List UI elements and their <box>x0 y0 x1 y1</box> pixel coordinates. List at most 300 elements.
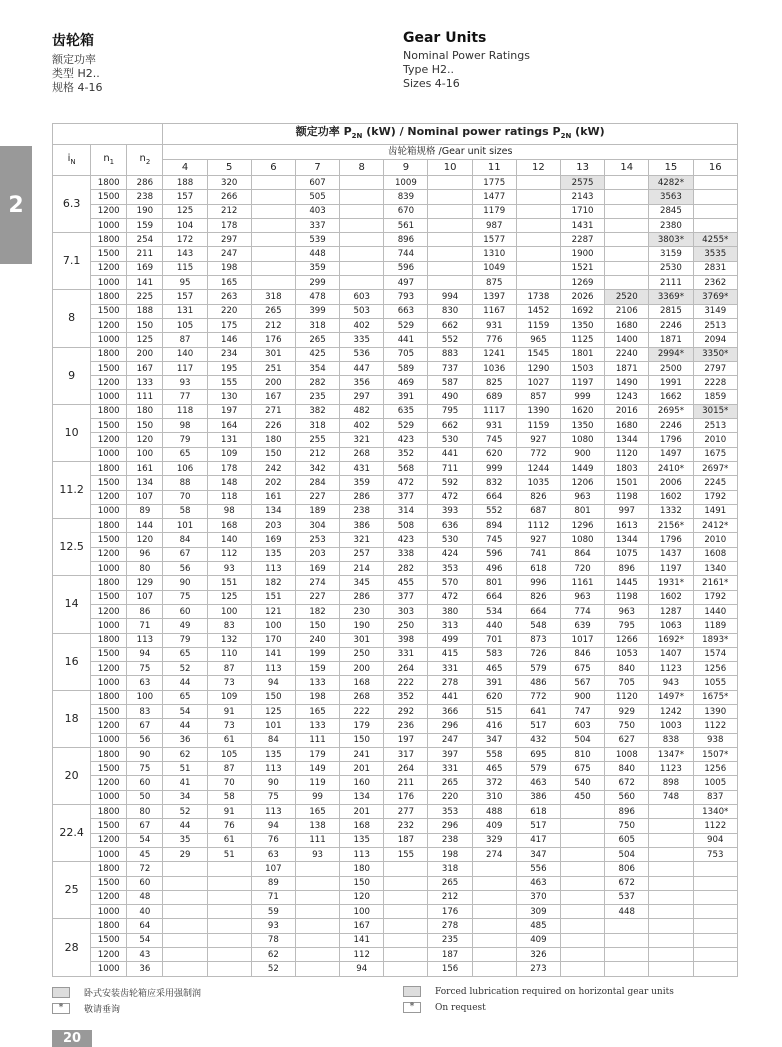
value-cell: 247 <box>207 247 251 261</box>
n1-cell: 1800 <box>91 747 127 761</box>
value-cell: 672 <box>605 876 649 890</box>
n2-cell: 211 <box>127 247 163 261</box>
value-cell <box>605 276 649 290</box>
table-row <box>53 361 738 375</box>
value-cell <box>207 862 251 876</box>
value-cell: 603 <box>561 719 605 733</box>
value-cell: 463 <box>516 876 560 890</box>
value-cell: 605 <box>605 833 649 847</box>
value-cell: 701 <box>472 633 516 647</box>
value-cell <box>163 905 207 919</box>
value-cell: 482 <box>340 404 384 418</box>
ratio-cell: 8 <box>53 290 91 347</box>
value-cell: 3350* <box>693 347 737 361</box>
n1-cell: 1200 <box>91 261 127 275</box>
value-cell: 534 <box>472 604 516 618</box>
value-cell: 359 <box>340 476 384 490</box>
value-cell: 41 <box>163 776 207 790</box>
value-cell: 801 <box>561 504 605 518</box>
value-cell: 222 <box>340 704 384 718</box>
col-header-n2: $n_2$ <box>127 145 163 176</box>
value-cell: 1198 <box>605 490 649 504</box>
n2-cell: 144 <box>127 519 163 533</box>
table-row <box>53 333 738 347</box>
value-cell: 603 <box>340 290 384 304</box>
value-cell: 58 <box>163 504 207 518</box>
value-cell: 179 <box>295 747 339 761</box>
value-cell: 377 <box>384 590 428 604</box>
value-cell: 182 <box>295 604 339 618</box>
value-cell: 587 <box>428 376 472 390</box>
value-cell: 326 <box>516 948 560 962</box>
value-cell: 201 <box>340 805 384 819</box>
value-cell <box>163 933 207 947</box>
value-cell <box>384 962 428 976</box>
value-cell: 1613 <box>605 519 649 533</box>
n2-cell: 150 <box>127 318 163 332</box>
value-cell: 176 <box>384 790 428 804</box>
value-cell: 711 <box>428 461 472 475</box>
table-row <box>53 404 738 418</box>
header-title-cn: 齿轮箱 <box>52 33 94 49</box>
n2-cell: 86 <box>127 604 163 618</box>
value-cell: 2695* <box>649 404 693 418</box>
value-cell: 687 <box>516 504 560 518</box>
value-cell: 1120 <box>605 447 649 461</box>
value-cell <box>693 204 737 218</box>
value-cell: 235 <box>295 390 339 404</box>
value-cell: 561 <box>384 218 428 232</box>
value-cell: 200 <box>340 662 384 676</box>
n1-cell: 1000 <box>91 847 127 861</box>
value-cell: 94 <box>340 962 384 976</box>
value-cell <box>295 876 339 890</box>
table-row <box>53 190 738 204</box>
value-cell <box>649 805 693 819</box>
value-cell <box>163 919 207 933</box>
value-cell: 1340 <box>693 562 737 576</box>
value-cell: 286 <box>340 490 384 504</box>
table-row <box>53 776 738 790</box>
n2-cell: 36 <box>127 962 163 976</box>
value-cell <box>649 819 693 833</box>
value-cell: 34 <box>163 790 207 804</box>
value-cell: 265 <box>428 876 472 890</box>
value-cell <box>472 905 516 919</box>
value-cell: 2010 <box>693 533 737 547</box>
value-cell: 297 <box>207 233 251 247</box>
header-line-cn-3: 规格 4-16 <box>52 81 103 94</box>
value-cell: 567 <box>561 676 605 690</box>
table-row <box>53 733 738 747</box>
value-cell: 636 <box>428 519 472 533</box>
value-cell: 335 <box>340 333 384 347</box>
value-cell: 109 <box>207 447 251 461</box>
value-cell: 169 <box>251 533 295 547</box>
value-cell: 1680 <box>605 419 649 433</box>
n1-cell: 1200 <box>91 547 127 561</box>
value-cell: 318 <box>295 419 339 433</box>
value-cell: 478 <box>295 290 339 304</box>
n1-cell: 1000 <box>91 276 127 290</box>
value-cell: 448 <box>295 247 339 261</box>
value-cell: 3803* <box>649 233 693 247</box>
value-cell: 331 <box>384 647 428 661</box>
value-cell: 52 <box>251 962 295 976</box>
table-row <box>53 704 738 718</box>
table-row <box>53 790 738 804</box>
value-cell <box>693 962 737 976</box>
table-row <box>53 447 738 461</box>
value-cell: 830 <box>428 304 472 318</box>
value-cell: 517 <box>516 719 560 733</box>
value-cell: 2513 <box>693 419 737 433</box>
value-cell: 366 <box>428 704 472 718</box>
value-cell <box>693 218 737 232</box>
value-cell <box>251 233 295 247</box>
value-cell: 1242 <box>649 704 693 718</box>
n1-cell: 1200 <box>91 890 127 904</box>
n2-cell: 45 <box>127 847 163 861</box>
ratio-cell: 7.1 <box>53 233 91 290</box>
value-cell: 352 <box>384 690 428 704</box>
value-cell: 89 <box>251 876 295 890</box>
value-cell: 203 <box>295 547 339 561</box>
table-row <box>53 476 738 490</box>
table-row <box>53 933 738 947</box>
value-cell: 896 <box>605 562 649 576</box>
table-row <box>53 662 738 676</box>
value-cell: 172 <box>163 233 207 247</box>
value-cell: 1161 <box>561 576 605 590</box>
value-cell: 639 <box>561 619 605 633</box>
value-cell: 78 <box>251 933 295 947</box>
table-subtitle: 齿轮箱规格 /Gear unit sizes <box>163 145 738 160</box>
table-row <box>53 647 738 661</box>
value-cell: 1244 <box>516 461 560 475</box>
n1-cell: 1800 <box>91 633 127 647</box>
value-cell: 618 <box>516 562 560 576</box>
value-cell: 179 <box>340 719 384 733</box>
value-cell <box>384 862 428 876</box>
value-cell: 3149 <box>693 304 737 318</box>
value-cell <box>561 819 605 833</box>
value-cell: 268 <box>340 690 384 704</box>
value-cell: 402 <box>340 318 384 332</box>
value-cell: 79 <box>163 433 207 447</box>
value-cell <box>605 190 649 204</box>
value-cell: 265 <box>295 333 339 347</box>
value-cell <box>428 218 472 232</box>
n1-cell: 1800 <box>91 290 127 304</box>
value-cell <box>340 218 384 232</box>
table-row <box>53 490 738 504</box>
value-cell <box>251 261 295 275</box>
section-tab: 2 <box>0 146 32 264</box>
value-cell: 1198 <box>605 590 649 604</box>
value-cell: 537 <box>605 890 649 904</box>
table-row <box>53 218 738 232</box>
value-cell: 1005 <box>693 776 737 790</box>
value-cell <box>340 176 384 190</box>
value-cell: 938 <box>693 733 737 747</box>
value-cell <box>561 876 605 890</box>
n2-cell: 67 <box>127 719 163 733</box>
value-cell <box>561 862 605 876</box>
value-cell: 1027 <box>516 376 560 390</box>
n2-cell: 54 <box>127 933 163 947</box>
value-cell <box>340 190 384 204</box>
value-cell: 627 <box>605 733 649 747</box>
table-row <box>53 604 738 618</box>
n2-cell: 180 <box>127 404 163 418</box>
value-cell: 1206 <box>561 476 605 490</box>
value-cell: 105 <box>163 318 207 332</box>
n1-cell: 1000 <box>91 504 127 518</box>
value-cell: 846 <box>561 647 605 661</box>
value-cell: 772 <box>516 690 560 704</box>
value-cell: 149 <box>295 762 339 776</box>
value-cell: 278 <box>428 676 472 690</box>
value-cell: 689 <box>472 390 516 404</box>
value-cell: 839 <box>384 190 428 204</box>
value-cell: 840 <box>605 662 649 676</box>
value-cell: 806 <box>605 862 649 876</box>
value-cell: 2513 <box>693 318 737 332</box>
value-cell: 1602 <box>649 490 693 504</box>
value-cell: 113 <box>251 805 295 819</box>
value-cell <box>384 876 428 890</box>
value-cell: 441 <box>384 333 428 347</box>
table-row <box>53 805 738 819</box>
n1-cell: 1500 <box>91 819 127 833</box>
value-cell: 965 <box>516 333 560 347</box>
n2-cell: 238 <box>127 190 163 204</box>
value-cell: 214 <box>340 562 384 576</box>
value-cell: 3563 <box>649 190 693 204</box>
value-cell: 596 <box>384 261 428 275</box>
value-cell <box>163 876 207 890</box>
value-cell: 54 <box>163 704 207 718</box>
value-cell <box>649 833 693 847</box>
value-cell: 236 <box>384 719 428 733</box>
legend-forced-cn-text: 卧式安装齿轮箱应采用强制润 <box>84 989 202 999</box>
value-cell: 1053 <box>605 647 649 661</box>
value-cell: 141 <box>340 933 384 947</box>
value-cell: 795 <box>605 619 649 633</box>
table-row <box>53 290 738 304</box>
value-cell: 618 <box>516 805 560 819</box>
value-cell: 450 <box>561 790 605 804</box>
value-cell: 98 <box>163 419 207 433</box>
header-left <box>52 30 102 95</box>
value-cell: 168 <box>207 519 251 533</box>
n2-cell: 64 <box>127 919 163 933</box>
value-cell <box>428 176 472 190</box>
value-cell <box>561 847 605 861</box>
value-cell: 486 <box>516 676 560 690</box>
value-cell: 29 <box>163 847 207 861</box>
value-cell: 88 <box>163 476 207 490</box>
n2-cell: 113 <box>127 633 163 647</box>
table-row <box>53 676 738 690</box>
value-cell: 750 <box>605 819 649 833</box>
value-cell: 150 <box>251 447 295 461</box>
value-cell <box>163 890 207 904</box>
value-cell <box>251 190 295 204</box>
value-cell: 423 <box>384 533 428 547</box>
value-cell: 167 <box>251 390 295 404</box>
value-cell: 662 <box>428 318 472 332</box>
value-cell: 156 <box>428 962 472 976</box>
value-cell <box>605 247 649 261</box>
value-cell: 1189 <box>693 619 737 633</box>
value-cell <box>163 862 207 876</box>
value-cell: 1545 <box>516 347 560 361</box>
value-cell: 896 <box>384 233 428 247</box>
value-cell <box>295 890 339 904</box>
table-row <box>53 862 738 876</box>
value-cell: 397 <box>428 747 472 761</box>
value-cell: 2143 <box>561 190 605 204</box>
value-cell: 672 <box>605 776 649 790</box>
value-cell: 441 <box>428 447 472 461</box>
value-cell: 200 <box>251 376 295 390</box>
value-cell <box>251 218 295 232</box>
table-row <box>53 247 738 261</box>
value-cell: 44 <box>163 819 207 833</box>
value-cell: 620 <box>472 690 516 704</box>
value-cell: 875 <box>472 276 516 290</box>
value-cell <box>207 919 251 933</box>
value-cell <box>340 233 384 247</box>
n1-cell: 1500 <box>91 247 127 261</box>
value-cell: 3015* <box>693 404 737 418</box>
table-row <box>53 562 738 576</box>
value-cell <box>649 919 693 933</box>
n2-cell: 120 <box>127 433 163 447</box>
value-cell: 106 <box>163 461 207 475</box>
value-cell: 620 <box>472 447 516 461</box>
value-cell <box>207 876 251 890</box>
value-cell: 705 <box>384 347 428 361</box>
n2-cell: 161 <box>127 461 163 475</box>
value-cell: 87 <box>207 662 251 676</box>
value-cell: 515 <box>472 704 516 718</box>
value-cell: 1055 <box>693 676 737 690</box>
value-cell: 380 <box>428 604 472 618</box>
value-cell: 838 <box>649 733 693 747</box>
n2-cell: 111 <box>127 390 163 404</box>
value-cell: 212 <box>251 318 295 332</box>
value-cell <box>516 261 560 275</box>
value-cell: 900 <box>561 447 605 461</box>
value-cell: 321 <box>340 533 384 547</box>
value-cell: 238 <box>340 504 384 518</box>
value-cell: 772 <box>516 447 560 461</box>
table-row <box>53 204 738 218</box>
value-cell: 220 <box>428 790 472 804</box>
value-cell: 165 <box>207 276 251 290</box>
value-cell: 415 <box>428 647 472 661</box>
value-cell: 264 <box>384 762 428 776</box>
value-cell: 1801 <box>561 347 605 361</box>
size-header: 8 <box>340 160 384 176</box>
value-cell: 1159 <box>516 419 560 433</box>
legend-forced-en <box>403 986 674 997</box>
value-cell: 232 <box>384 819 428 833</box>
value-cell: 52 <box>163 805 207 819</box>
value-cell: 2831 <box>693 261 737 275</box>
value-cell: 409 <box>516 933 560 947</box>
value-cell: 63 <box>251 847 295 861</box>
table-row <box>53 533 738 547</box>
value-cell: 1900 <box>561 247 605 261</box>
value-cell: 130 <box>207 390 251 404</box>
value-cell: 253 <box>295 533 339 547</box>
value-cell: 314 <box>384 504 428 518</box>
value-cell <box>163 948 207 962</box>
n1-cell: 1500 <box>91 762 127 776</box>
table-row <box>53 619 738 633</box>
value-cell: 87 <box>207 762 251 776</box>
value-cell: 121 <box>251 604 295 618</box>
size-header: 6 <box>251 160 295 176</box>
value-cell: 4255* <box>693 233 737 247</box>
value-cell: 286 <box>340 590 384 604</box>
value-cell: 898 <box>649 776 693 790</box>
value-cell: 176 <box>428 905 472 919</box>
value-cell: 1397 <box>472 290 516 304</box>
n2-cell: 125 <box>127 333 163 347</box>
value-cell: 963 <box>605 604 649 618</box>
value-cell: 663 <box>384 304 428 318</box>
value-cell <box>693 890 737 904</box>
value-cell: 2815 <box>649 304 693 318</box>
value-cell: 2287 <box>561 233 605 247</box>
n1-cell: 1800 <box>91 919 127 933</box>
value-cell <box>649 905 693 919</box>
value-cell <box>649 890 693 904</box>
value-cell <box>384 933 428 947</box>
value-cell: 1390 <box>693 704 737 718</box>
value-cell: 125 <box>251 704 295 718</box>
value-cell: 201 <box>340 762 384 776</box>
n1-cell: 1000 <box>91 676 127 690</box>
n2-cell: 225 <box>127 290 163 304</box>
value-cell: 187 <box>384 833 428 847</box>
ratio-cell: 11.2 <box>53 461 91 518</box>
value-cell: 73 <box>207 719 251 733</box>
value-cell: 1179 <box>472 204 516 218</box>
value-cell: 552 <box>472 504 516 518</box>
value-cell: 1269 <box>561 276 605 290</box>
value-cell: 441 <box>428 690 472 704</box>
value-cell: 1112 <box>516 519 560 533</box>
value-cell: 377 <box>384 490 428 504</box>
value-cell: 826 <box>516 590 560 604</box>
value-cell: 753 <box>693 847 737 861</box>
value-cell: 99 <box>295 790 339 804</box>
value-cell <box>693 948 737 962</box>
value-cell: 195 <box>207 361 251 375</box>
value-cell: 560 <box>605 790 649 804</box>
n1-cell: 1500 <box>91 419 127 433</box>
value-cell: 140 <box>163 347 207 361</box>
value-cell <box>605 962 649 976</box>
n1-cell: 1800 <box>91 519 127 533</box>
value-cell: 801 <box>472 576 516 590</box>
